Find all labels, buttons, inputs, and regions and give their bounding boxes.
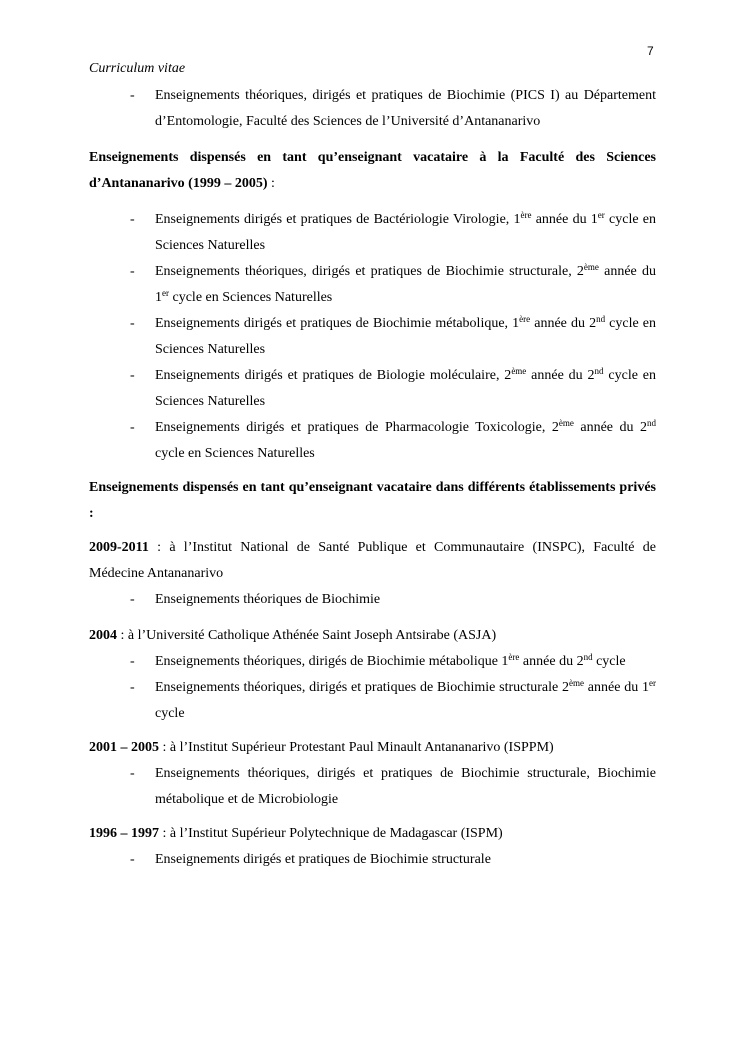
heading-text: Enseignements dispensés en tant qu’enseignant vacataire à la Faculté des Sciences d’Antananarivo (1999 – 2005) (89, 150, 656, 191)
institution-teaching-list (89, 761, 656, 813)
list-item (89, 83, 656, 135)
institution-entry (89, 821, 656, 847)
institution-period: 1996 – 1997 (89, 826, 159, 841)
list-item (89, 311, 656, 363)
dash-bullet: - (130, 592, 135, 607)
institution-period: 2001 – 2005 (89, 740, 159, 755)
institution-entry (89, 623, 656, 649)
list-item (89, 847, 656, 873)
dash-bullet: - (130, 420, 135, 435)
list-item-text: Enseignements théoriques, dirigés et pratiques de Biochimie structurale, Biochimie métabolique et de Microbiologie (155, 766, 656, 807)
list-item (89, 259, 656, 311)
list-item (89, 363, 656, 415)
list-item-text: Enseignements dirigés et pratiques de Biochimie métabolique, 1ère année du 2nd cycle en Sciences Naturelles (155, 314, 657, 357)
institution-teaching-list (89, 587, 656, 613)
page-header: Curriculum vitae (89, 61, 186, 76)
dash-bullet: - (130, 316, 135, 331)
list-item (89, 649, 656, 675)
list-item-text: Enseignements dirigés et pratiques de Biochimie structurale (155, 852, 491, 867)
institution-teaching-list (89, 847, 656, 873)
list-item-text: Enseignements théoriques, dirigés et pratiques de Biochimie structurale, 2ème année du 1er cycle en Sciences Naturelles (155, 262, 656, 305)
list-item-text: Enseignements théoriques, dirigés de Biochimie métabolique 1ère année du 2nd cycle (155, 652, 626, 669)
dash-bullet: - (130, 654, 135, 669)
institution-label: : à l’Institut National de Santé Publique et Communautaire (INSPC), Faculté de Médecine Antananarivo (89, 540, 656, 581)
list-item (89, 415, 656, 467)
list-item (89, 587, 656, 613)
faculty-teaching-list (89, 207, 656, 467)
list-item (89, 675, 656, 727)
dash-bullet: - (130, 212, 135, 227)
institution-label: : à l’Institut Supérieur Polytechnique de Madagascar (ISPM) (159, 826, 503, 841)
dash-bullet: - (130, 680, 135, 695)
institution-entry (89, 735, 656, 761)
list-item-text: Enseignements théoriques, dirigés et pratiques de Biochimie (PICS I) au Département d’Entomologie, Faculté des Sciences de l’Université d’Antananarivo (155, 88, 656, 129)
institution-label: : à l’Université Catholique Athénée Saint Joseph Antsirabe (ASJA) (117, 628, 497, 643)
page-content (89, 83, 656, 873)
dash-bullet: - (130, 264, 135, 279)
continuation-list (89, 83, 656, 135)
section-heading-private: Enseignements dispensés en tant qu’enseignant vacataire dans différents établissements privés : (89, 480, 656, 521)
page-number: 7 (647, 44, 654, 58)
institution-period: 2004 (89, 628, 117, 643)
list-item-text: Enseignements dirigés et pratiques de Pharmacologie Toxicologie, 2ème année du 2nd cycle en Sciences Naturelles (155, 418, 656, 461)
list-item-text: Enseignements théoriques, dirigés et pratiques de Biochimie structurale 2ème année du 1er cycle (155, 678, 656, 721)
institution-period: 2009-2011 (89, 540, 149, 555)
institution-entry (89, 535, 656, 587)
list-item-text: Enseignements dirigés et pratiques de Bactériologie Virologie, 1ère année du 1er cycle en Sciences Naturelles (155, 210, 656, 253)
list-item-text: Enseignements dirigés et pratiques de Biologie moléculaire, 2ème année du 2nd cycle en Sciences Naturelles (155, 366, 656, 409)
dash-bullet: - (130, 368, 135, 383)
dash-bullet: - (130, 88, 135, 103)
institution-label: : à l’Institut Supérieur Protestant Paul Minault Antananarivo (ISPPM) (159, 740, 554, 755)
institution-teaching-list (89, 649, 656, 727)
section-heading-faculty (89, 145, 656, 197)
list-item (89, 761, 656, 813)
list-item (89, 207, 656, 259)
dash-bullet: - (130, 852, 135, 867)
list-item-text: Enseignements théoriques de Biochimie (155, 592, 381, 607)
heading-tail: : (267, 176, 275, 191)
dash-bullet: - (130, 766, 135, 781)
